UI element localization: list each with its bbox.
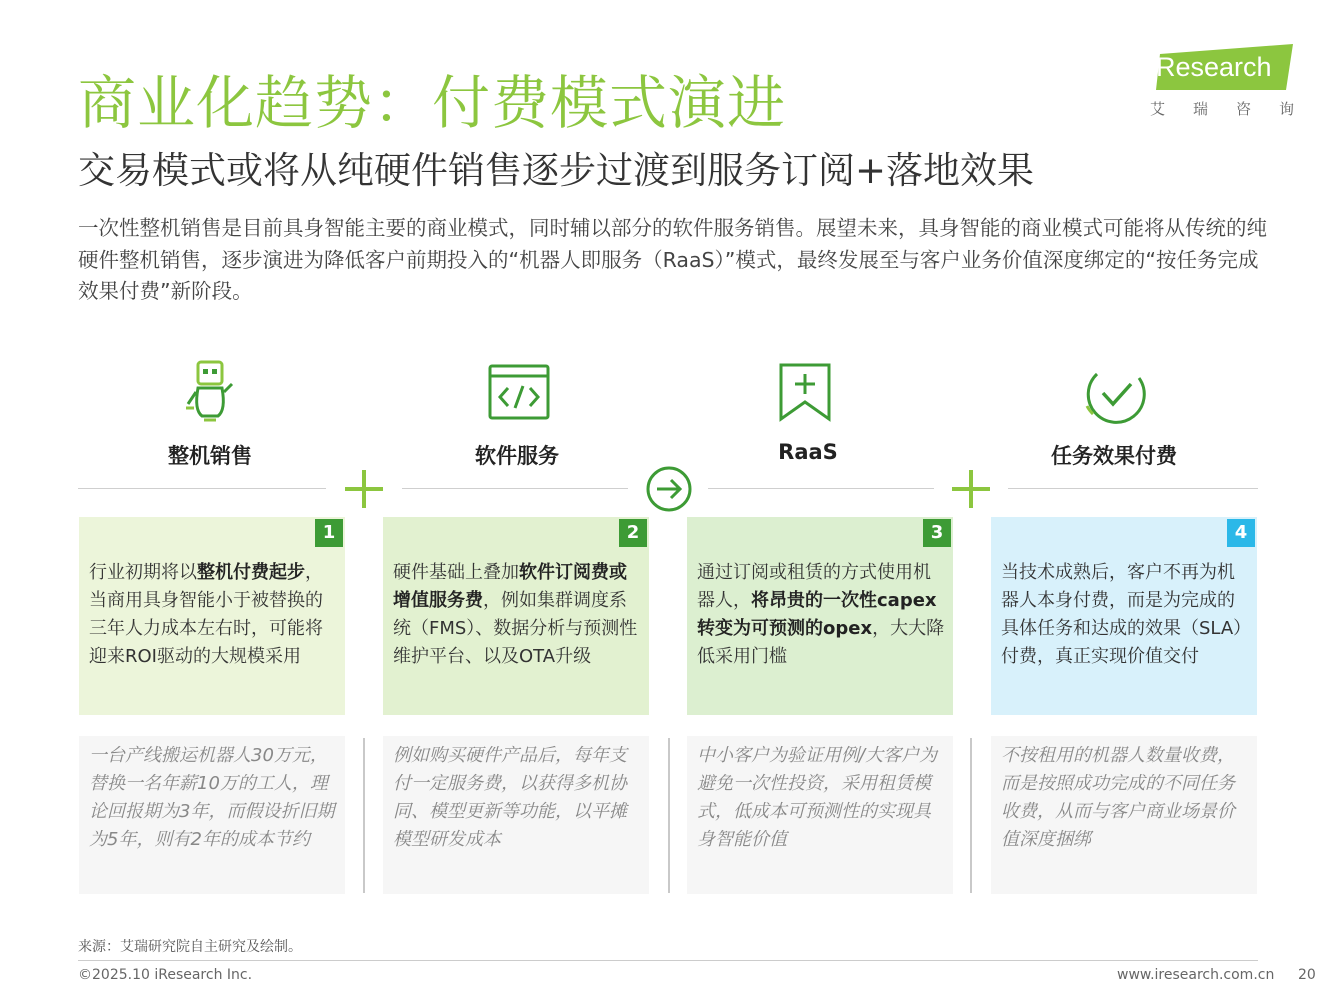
card-body-text: ，大大降低采用门槛 <box>697 618 945 667</box>
logo-research: Research <box>1156 52 1272 82</box>
bookmark-plus-icon <box>778 362 832 422</box>
card-highlight-text: 整机付费起步 <box>197 562 305 583</box>
example-box-1 <box>79 736 345 894</box>
divider-line <box>402 488 628 489</box>
card-text <box>697 559 945 671</box>
source-note: 来源：艾瑞研究院自主研究及绘制。 <box>78 939 302 955</box>
card-text <box>393 559 641 671</box>
code-icon <box>488 364 550 420</box>
logo-chinese-name: 艾瑞咨询 <box>1150 100 1323 118</box>
card-body-text: 通过订阅或租赁的方式使用机器人， <box>697 562 931 611</box>
card-4 <box>991 517 1257 715</box>
column-label-2: 软件服务 <box>475 444 559 468</box>
card-body-text: 硬件基础上叠加 <box>393 562 519 583</box>
page-subtitle: 交易模式或将从纯硬件销售逐步过渡到服务订阅+落地效果 <box>78 149 1035 192</box>
card-badge: 2 <box>619 519 647 547</box>
page-number: 20 <box>1298 967 1316 983</box>
plus-icon <box>950 468 992 510</box>
check-circle-icon <box>1083 362 1149 426</box>
column-label-3: RaaS <box>778 440 838 464</box>
arrow-circle-icon <box>645 465 693 513</box>
logo-wordmark <box>1150 52 1272 83</box>
example-box-4 <box>991 736 1257 894</box>
robot-icon <box>180 360 240 424</box>
example-text: 例如购买硬件产品后，每年支付一定服务费，以获得多机协同、模型更新等功能，以平摊模型研发成本 <box>393 745 627 850</box>
example-text: 一台产线搬运机器人30万元，替换一名年薪10万的工人，理论回报期为3年，而假设折旧期为5年，则有2年的成本节约 <box>89 745 335 850</box>
card-highlight-text: 将昂贵的一次性capex转变为可预测的opex <box>697 590 937 639</box>
divider-line <box>1008 488 1258 489</box>
card-body-text: ，当商用具身智能小于被替换的三年人力成本左右时，可能将迎来ROI驱动的大规模采用 <box>89 562 323 667</box>
card-body-text: 当技术成熟后，客户不再为机器人本身付费，而是为完成的具体任务和达成的效果（SLA）付费，真正实现价值交付 <box>1001 562 1243 667</box>
card-text <box>1001 559 1249 671</box>
card-1 <box>79 517 345 715</box>
copyright: ©2025.10 iResearch Inc. <box>78 967 253 983</box>
divider-line <box>78 488 326 489</box>
card-highlight-text: 软件订阅费或增值服务费 <box>393 562 627 611</box>
logo-i: i <box>1150 52 1156 82</box>
card-badge: 4 <box>1227 519 1255 547</box>
example-text: 中小客户为验证用例/大客户为避免一次性投资，采用租赁模式，低成本可预测性的实现具身智能价值 <box>697 745 938 850</box>
footer-divider <box>78 960 1258 961</box>
card-body-text: 行业初期将以 <box>89 562 197 583</box>
plus-icon <box>343 468 385 510</box>
column-divider <box>970 738 972 893</box>
divider-line <box>708 488 934 489</box>
card-body-text: ，例如集群调度系统（FMS）、数据分析与预测性维护平台、以及OTA升级 <box>393 590 638 667</box>
column-divider <box>363 738 365 893</box>
card-2 <box>383 517 649 715</box>
card-badge: 3 <box>923 519 951 547</box>
card-badge: 1 <box>315 519 343 547</box>
column-label-1: 整机销售 <box>168 444 252 468</box>
column-divider <box>668 738 670 893</box>
example-text: 不按租用的机器人数量收费，而是按照成功完成的不同任务收费，从而与客户商业场景价值深度捆绑 <box>1001 745 1235 850</box>
card-3 <box>687 517 953 715</box>
intro-paragraph: 一次性整机销售是目前具身智能主要的商业模式，同时辅以部分的软件服务销售。展望未来，具身智能的商业模式可能将从传统的纯硬件整机销售，逐步演进为降低客户前期投入的“机器人即服务（RaaS）”模式，最终发展至与客户业务价值深度绑定的“按任务完成效果付费”新阶段。 <box>78 216 1267 303</box>
iresearch-logo <box>1146 44 1323 120</box>
example-box-2 <box>383 736 649 894</box>
column-label-4: 任务效果付费 <box>1051 444 1177 468</box>
website-link[interactable]: www.iresearch.com.cn <box>1117 967 1275 983</box>
page-title: 商业化趋势：付费模式演进 <box>78 69 787 137</box>
card-text <box>89 559 337 671</box>
example-box-3 <box>687 736 953 894</box>
